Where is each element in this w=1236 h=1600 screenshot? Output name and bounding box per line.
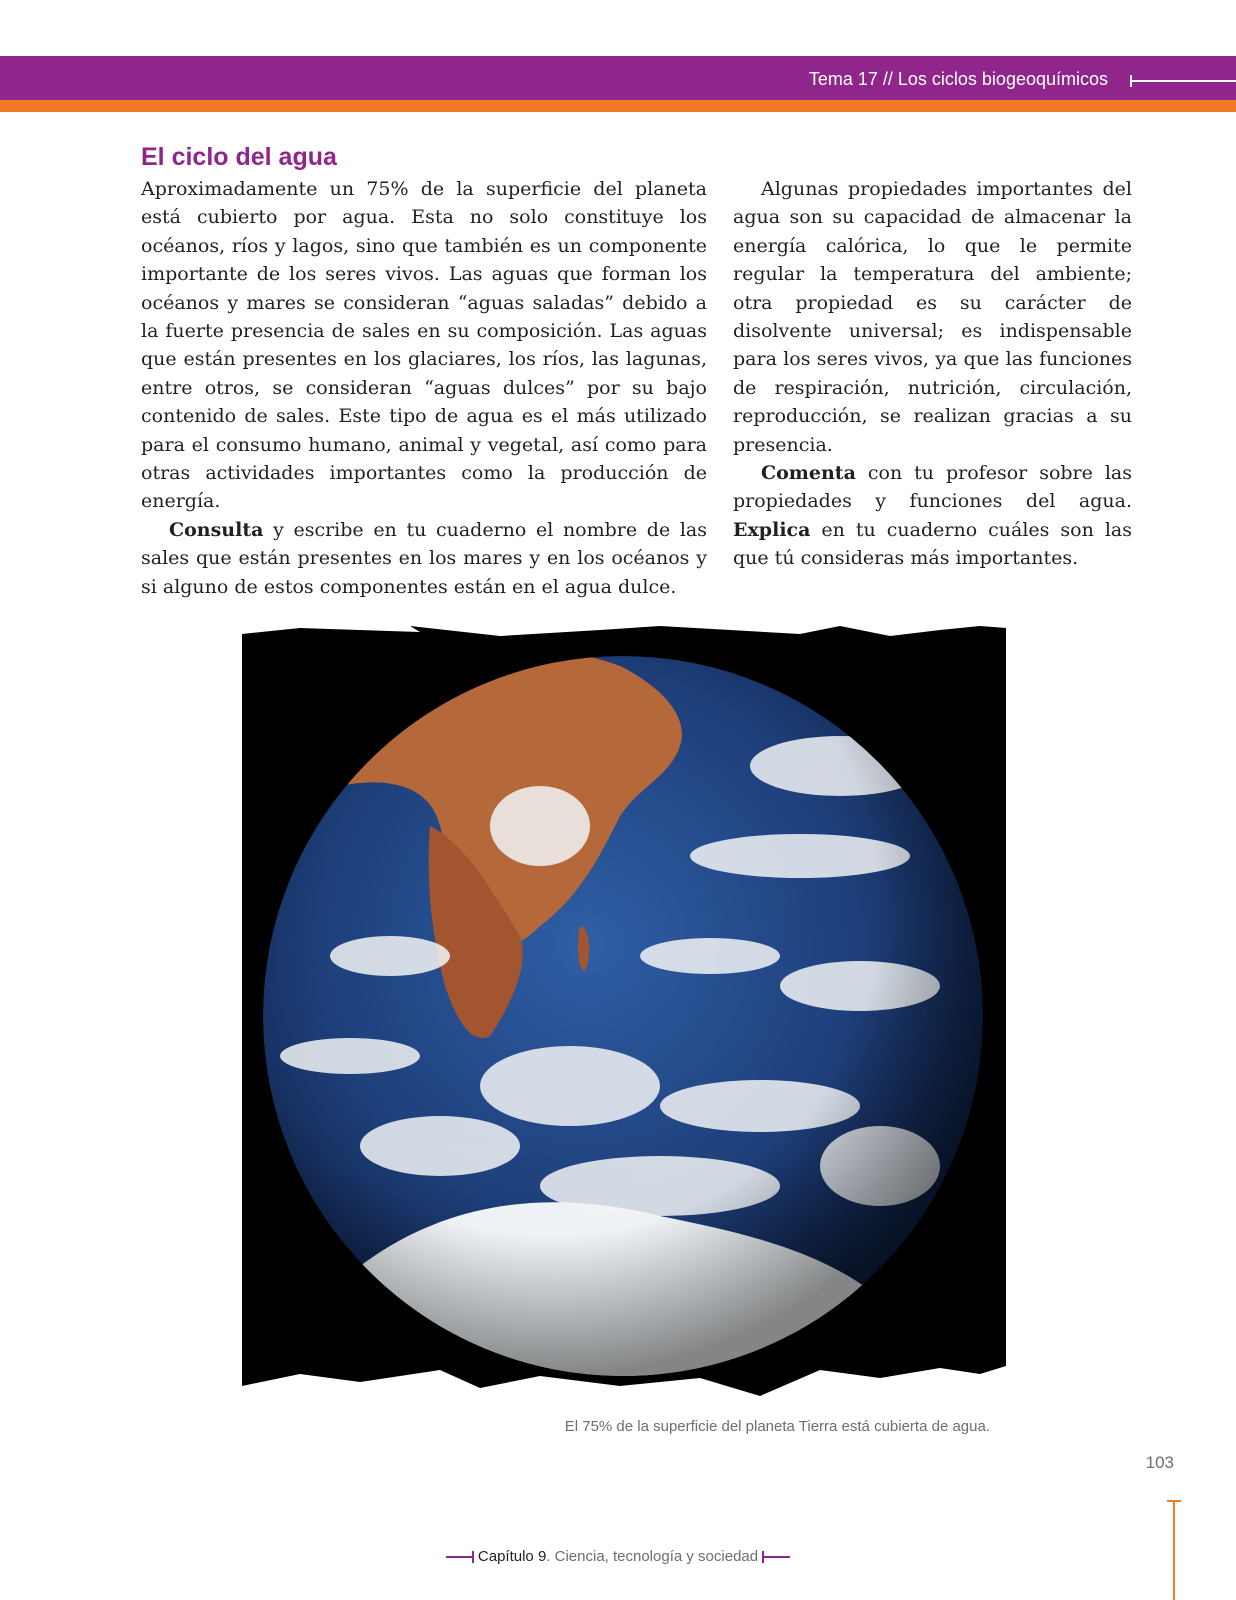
footer [0, 1548, 1236, 1565]
left-paragraph-2 [141, 516, 707, 601]
earth-photo [240, 626, 1006, 1398]
footer-chapter-label: Capítulo 9 [477, 1548, 547, 1565]
figure-caption: El 75% de la superficie del planeta Tierra está cubierta de agua. [564, 1418, 990, 1435]
right-paragraph-2 [733, 459, 1132, 573]
right-paragraph-2-text-b: en tu cuaderno cuáles son las que tú consideras más importantes. [733, 518, 1132, 570]
header-rule [1132, 80, 1236, 82]
header-accent-stripe [0, 100, 1236, 112]
left-paragraph-2-text: y escribe en tu cuaderno el nombre de las sales que están presentes en los mares y en los océanos y si alguno de estos componentes están en el agua dulce. [141, 518, 707, 598]
right-column [733, 175, 1132, 573]
right-paragraph-1: Algunas propiedades importantes del agua son su capacidad de almacenar la energía calórica, lo que le permite regular la temperatura del ambiente; otra propiedad es su carácter de disolvente universal; es indispensable para los seres vivos, ya que las funciones de respiración, nutrición, circulación, reproducción, se realizan gracias a su presencia. [733, 178, 1132, 456]
earth-from-space-icon [240, 626, 1006, 1398]
comenta-keyword: Comenta [761, 462, 856, 485]
explica-keyword: Explica [733, 518, 811, 541]
left-column [141, 175, 707, 601]
footer-rule-left [446, 1556, 474, 1558]
consulta-keyword: Consulta [169, 518, 264, 541]
header-title: Tema 17 // Los ciclos biogeoquímicos [808, 69, 1108, 89]
footer-rule-right [762, 1556, 790, 1558]
right-paragraph-2-text-a: con tu profesor sobre las propiedades y funciones del agua. [733, 462, 1132, 513]
left-paragraph-1: Aproximadamente un 75% de la superficie del planeta está cubierto por agua. Esta no solo constituye los océanos, ríos y lagos, sino que también es un componente importante de los seres vivos. Las aguas que forman los océanos y mares se consideran “aguas saladas” debido a la fuerte presencia de sales en su composición. Las aguas que están presentes en los glaciares, los ríos, las lagunas, entre otros, se consideran “aguas dulces” por su bajo contenido de sales. Este tipo de agua es el más utilizado para el consumo humano, animal y vegetal, así como para otras actividades importantes como la producción de energía. [141, 178, 707, 513]
page-number: 103 [1145, 1453, 1174, 1472]
section-title: El ciclo del agua [141, 143, 337, 171]
footer-chapter-title: . Ciencia, tecnología y sociedad [546, 1548, 759, 1565]
